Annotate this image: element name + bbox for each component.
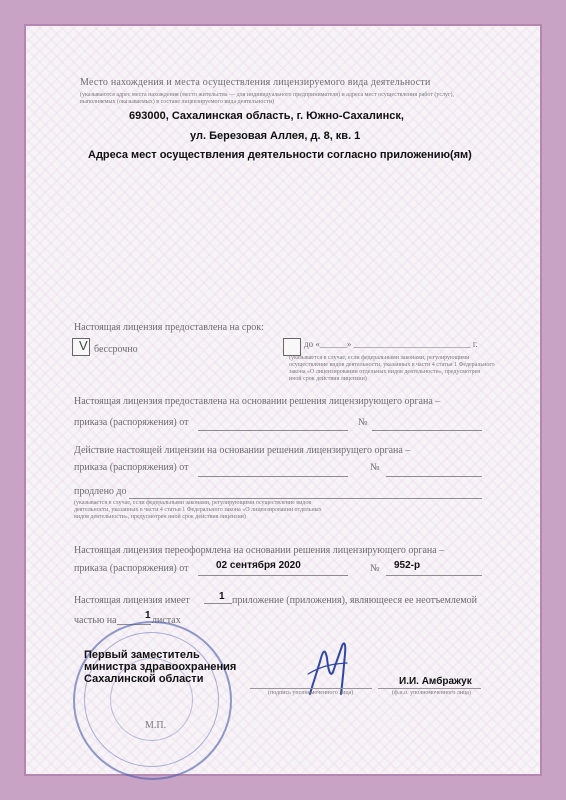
name-line <box>378 688 481 689</box>
basis-number-label: № <box>358 417 368 428</box>
validity-note-3: видов деятельности», предусмотрен иной срок действия лицензии) <box>74 514 246 520</box>
reissue-number-line <box>386 575 482 576</box>
validity-number-line <box>386 476 482 477</box>
term-label: Настоящая лицензия предоставлена на срок: <box>74 322 264 333</box>
signature-line <box>250 688 372 689</box>
until-checkbox[interactable] <box>283 338 301 356</box>
validity-extended: продлено до <box>74 486 127 497</box>
basis-line-1: Настоящая лицензия предоставлена на основании решения лицензирующего органа – <box>74 396 441 407</box>
until-date: до «______» __________________________ г. <box>304 339 478 349</box>
indefinite-label: бессрочно <box>94 344 138 355</box>
validity-number-label: № <box>370 462 380 473</box>
header-note-2: выполняемых (оказываемых) в составе лицензируемого вида деятельности) <box>80 99 274 105</box>
term-note-4: иной срок действия лицензии) <box>289 376 367 382</box>
appendix-count: 1 <box>219 591 225 602</box>
header-note-1: (указываются адрес места нахождения (место жительства — для индивидуального предпринимателя) и адреса мест осуществления работ (услуг), <box>80 92 454 98</box>
signatory-title-3: Сахалинской области <box>84 673 204 685</box>
reissue-line-1: Настоящая лицензия переоформлена на основании решения лицензирующего органа – <box>74 545 445 556</box>
address-line-1: 693000, Сахалинская область, г. Южно-Сахалинск, <box>129 110 404 122</box>
basis-date-line <box>198 430 348 431</box>
term-note-2: осуществление видов деятельности, указанных в части 4 статьи 1 Федерального <box>289 362 495 368</box>
validity-note-2: деятельности, указанных в части 4 статьи 1 Федерального закона «О лицензировании отдельных <box>74 507 322 513</box>
appendix-count-line <box>204 603 232 604</box>
signature-caption: (подпись уполномоченного лица) <box>268 690 354 696</box>
validity-note-1: (указывается в случае, если федеральными законами, регулирующими осуществление видов <box>74 500 312 506</box>
appendix-line-2-suffix: листах <box>152 615 181 626</box>
signatory-title-1: Первый заместитель <box>84 649 200 661</box>
address-line-2: ул. Березовая Аллея, д. 8, кв. 1 <box>190 130 361 142</box>
signatory-name: И.И. Амбражук <box>399 676 472 687</box>
validity-extended-line <box>129 498 482 499</box>
signatory-title-2: министра здравоохранения <box>84 661 237 673</box>
stamp-mark: М.П. <box>145 720 167 731</box>
appendix-sheets: 1 <box>145 610 151 621</box>
reissue-number-label: № <box>370 563 380 574</box>
term-note-1: (указывается в случае, если федеральными законами, регулирующими <box>289 355 470 361</box>
appendix-line-1-suffix: приложение (приложения), являющееся ее неотъемлемой <box>232 595 477 606</box>
validity-date-line <box>198 476 348 477</box>
header-line-1: Место нахождения и места осуществления лицензируемого вида деятельности <box>80 77 431 88</box>
term-note-3: закона «О лицензировании отдельных видов деятельности», предусмотрен <box>289 369 481 375</box>
basis-line-2: приказа (распоряжения) от <box>74 417 189 428</box>
reissue-line-2: приказа (распоряжения) от <box>74 563 189 574</box>
reissue-date-line <box>198 575 348 576</box>
validity-line-1: Действие настоящей лицензии на основании решения лицензирущего органа – <box>74 445 411 456</box>
validity-line-2: приказа (распоряжения) от <box>74 462 189 473</box>
name-caption: (ф.и.о. уполномоченного лица) <box>392 690 471 696</box>
appendix-line-2-prefix: частью на <box>74 615 117 626</box>
appendix-line-1-prefix: Настоящая лицензия имеет <box>74 595 190 606</box>
reissue-date: 02 сентября 2020 <box>216 560 301 571</box>
basis-number-line <box>372 430 482 431</box>
checkbox-mark: V <box>79 338 88 353</box>
reissue-number: 952-р <box>394 560 421 571</box>
address-line-3: Адреса мест осуществления деятельности согласно приложению(ям) <box>88 149 472 161</box>
